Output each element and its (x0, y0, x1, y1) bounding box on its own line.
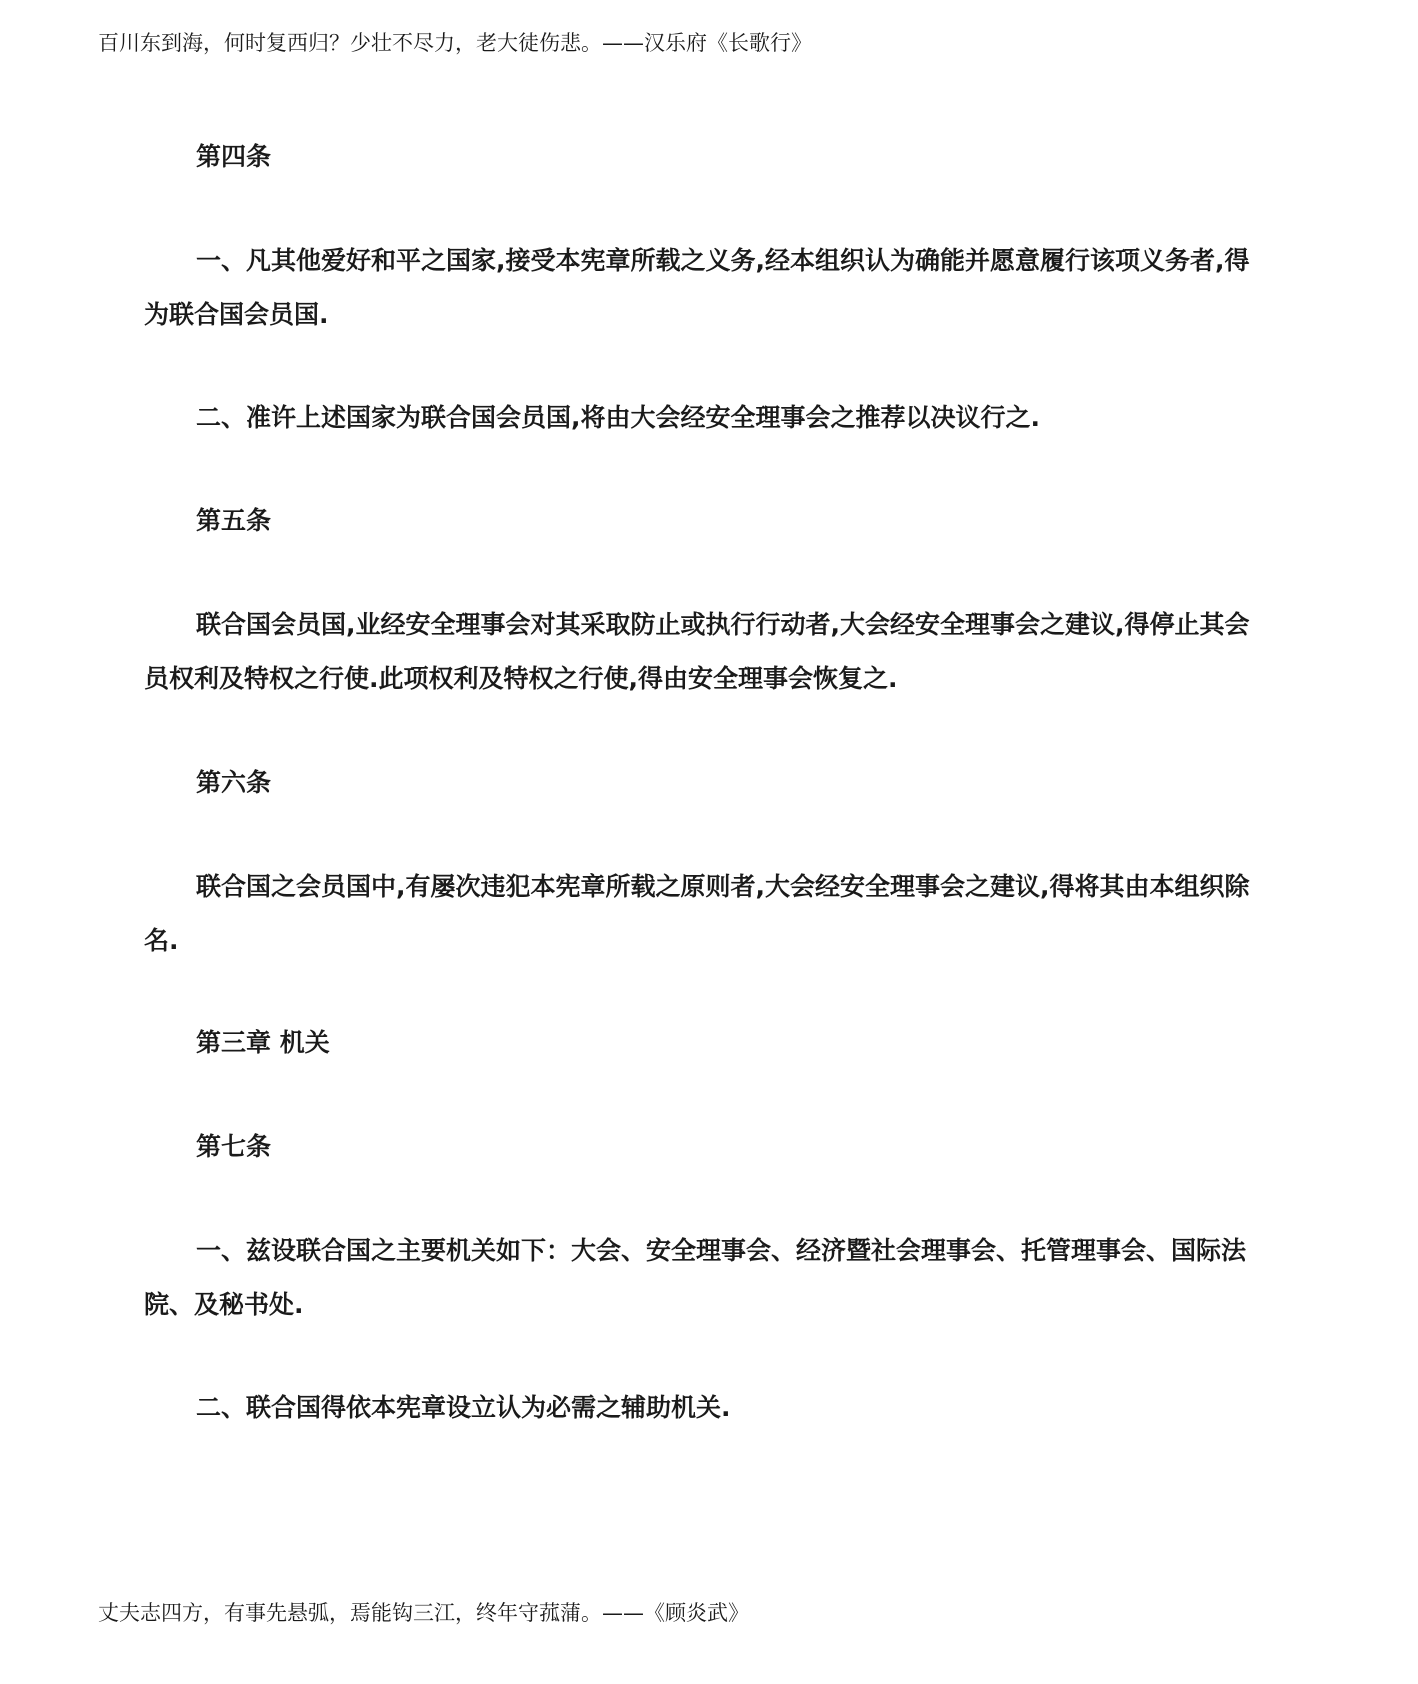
chapter-3-heading: 第三章 机关 (196, 1028, 330, 1057)
article-7-heading: 第七条 (196, 1132, 272, 1161)
article-5-paragraph: 联合国会员国,业经安全理事会对其采取防止或执行行动者,大会经安全理事会之建议,得停止其会员权利及特权之行使.此项权利及特权之行使,得由安全理事会恢复之. (144, 610, 1250, 693)
article-7-paragraph-2: 二、联合国得依本宪章设立认为必需之辅助机关. (196, 1393, 731, 1422)
article-6-paragraph: 联合国之会员国中,有屡次违犯本宪章所载之原则者,大会经安全理事会之建议,得将其由本组织除名. (144, 872, 1250, 955)
article-5-heading: 第五条 (196, 506, 272, 535)
footer-quote: 丈夫志四方，有事先悬弧，焉能钩三江，终年守菰蒲。——《顾炎武》 (98, 1601, 749, 1625)
article-4-paragraph-2: 二、准许上述国家为联合国会员国,将由大会经安全理事会之推荐以决议行之. (196, 403, 1040, 432)
header-quote: 百川东到海，何时复西归？少壮不尽力，老大徒伤悲。——汉乐府《长歌行》 (98, 31, 812, 55)
article-4-heading: 第四条 (196, 142, 272, 171)
article-7-paragraph-1: 一、兹设联合国之主要机关如下：大会、安全理事会、经济暨社会理事会、托管理事会、国际法院、及秘书处. (144, 1236, 1247, 1319)
article-6-heading: 第六条 (196, 768, 272, 797)
article-4-paragraph-1: 一、凡其他爱好和平之国家,接受本宪章所载之义务,经本组织认为确能并愿意履行该项义务者,得为联合国会员国. (144, 246, 1250, 329)
